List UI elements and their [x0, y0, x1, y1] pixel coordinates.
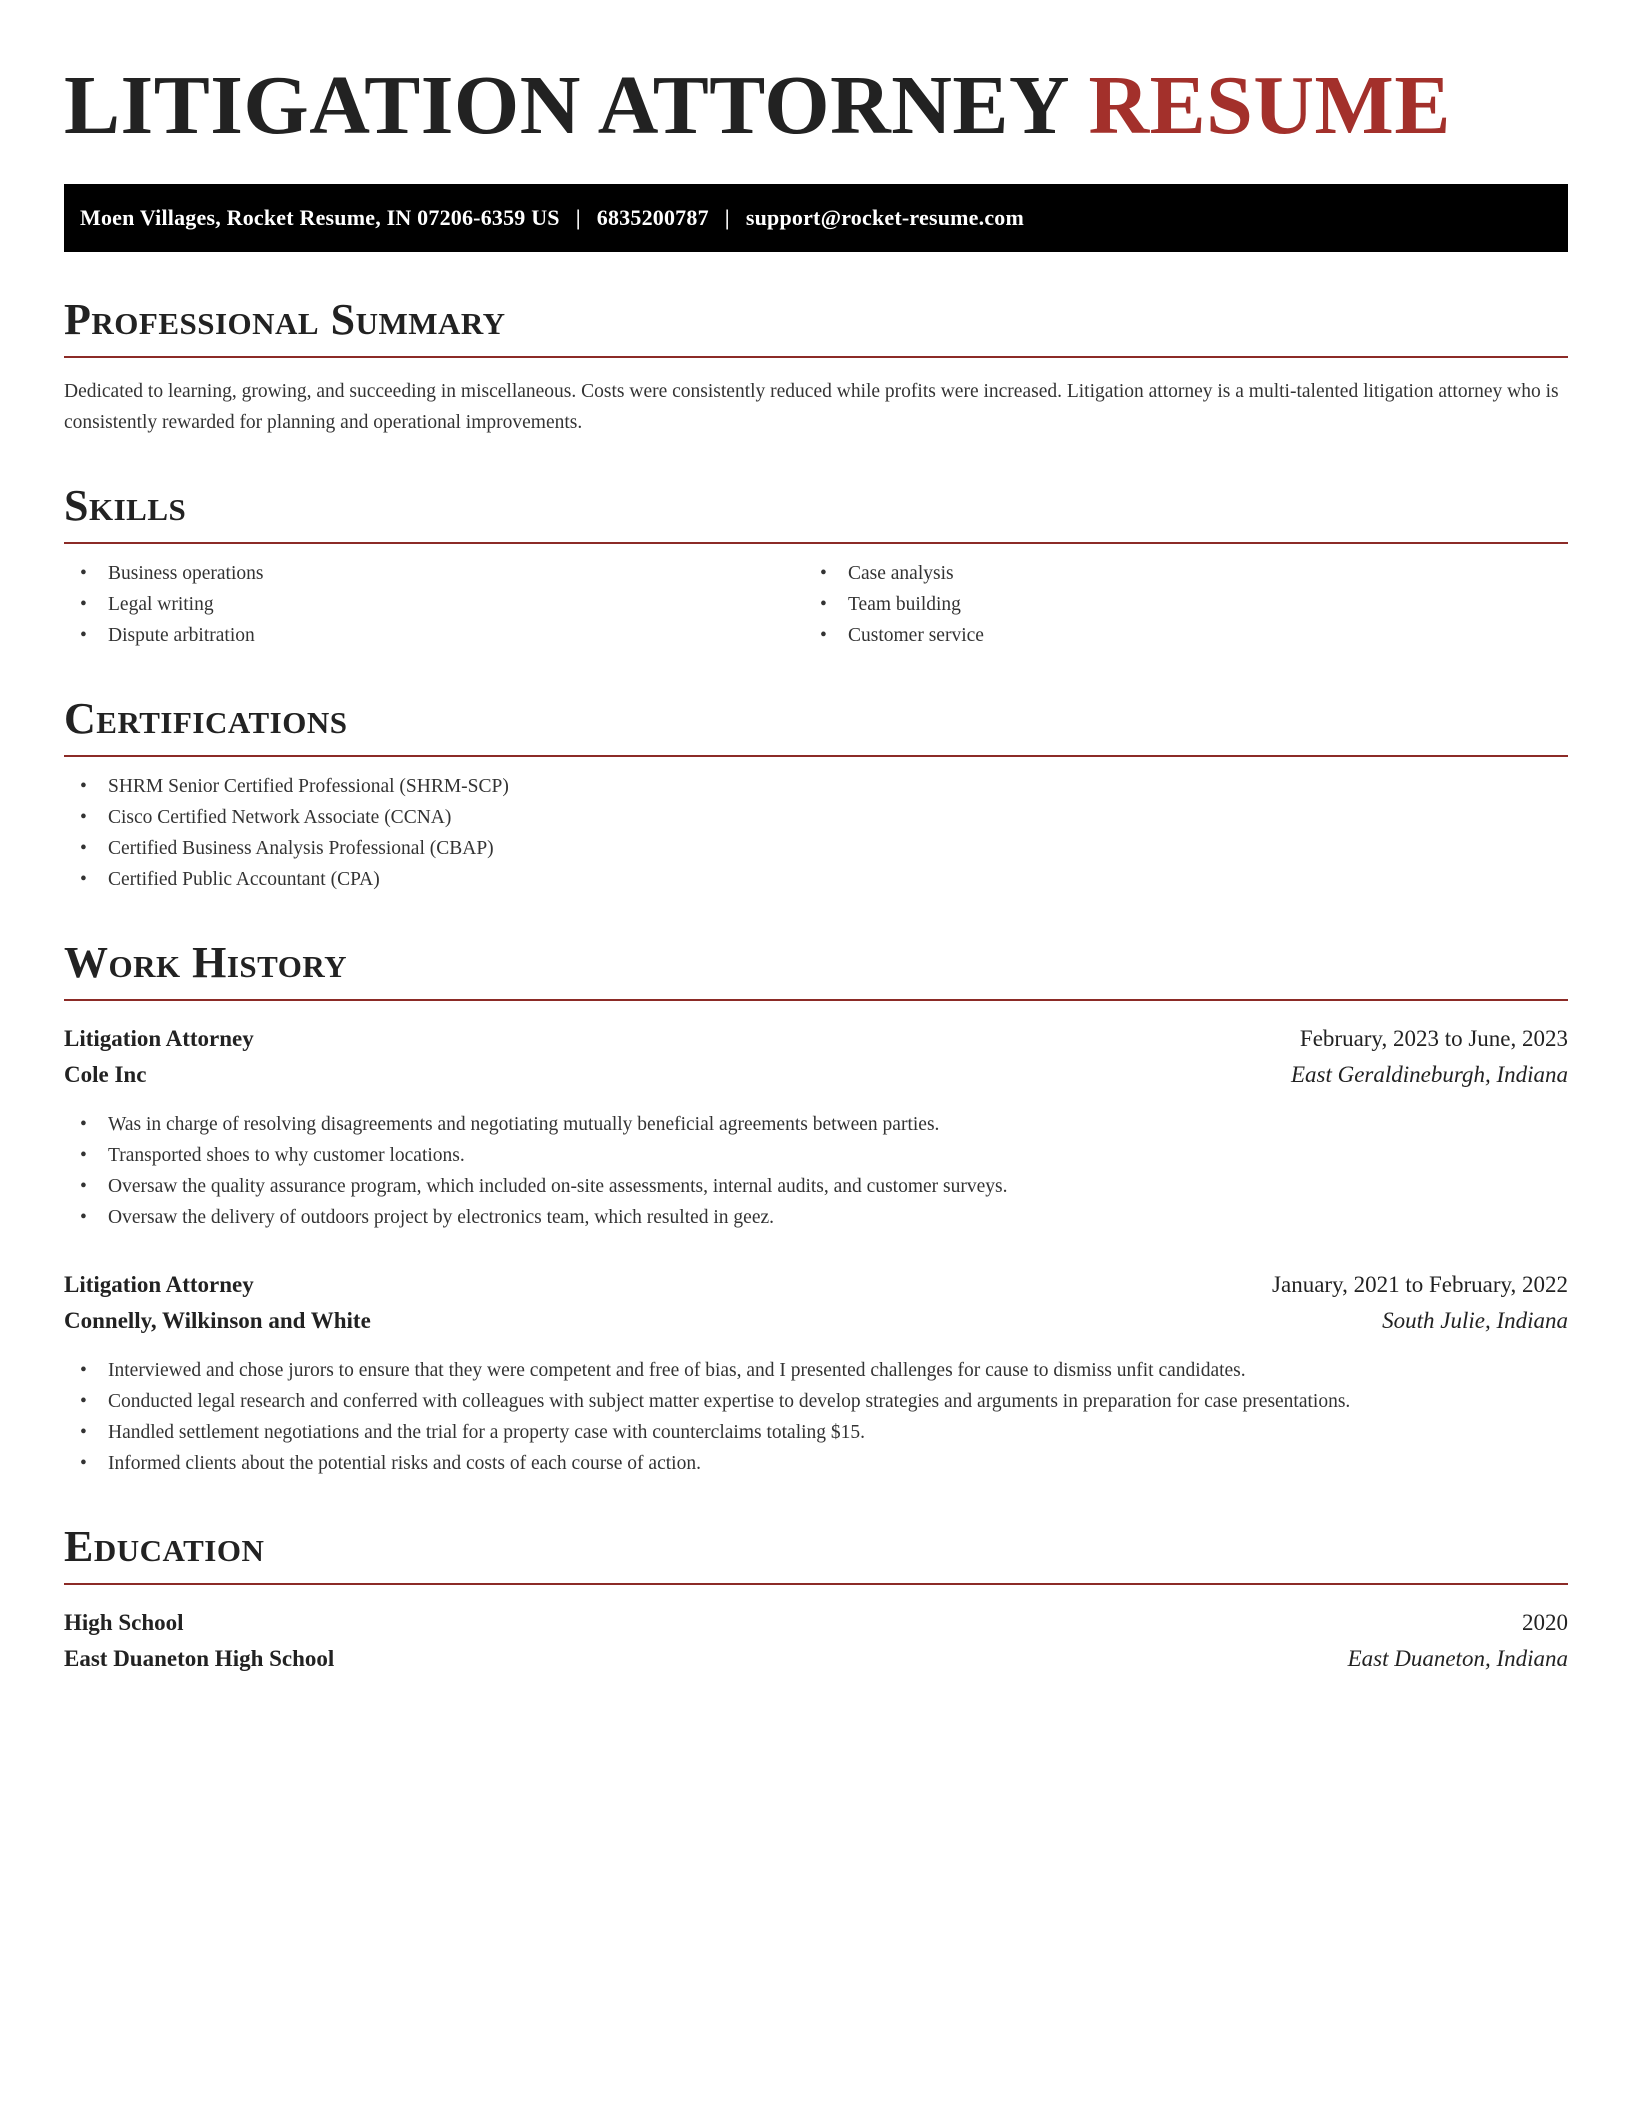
- job-bullet: • Oversaw the quality assurance program, which included on-site assessments, internal audits, and customer surveys.: [64, 1171, 1568, 1202]
- contact-email: support@rocket-resume.com: [745, 205, 1025, 230]
- contact-separator: |: [724, 205, 730, 230]
- job-bullet: • Was in charge of resolving disagreements and negotiating mutually beneficial agreements between parties.: [64, 1109, 1568, 1140]
- title-main: LITIGATION ATTORNEY: [64, 59, 1067, 152]
- education-heading: Education: [64, 1525, 1568, 1585]
- job-header-row: [64, 1021, 1568, 1057]
- job-bullet: • Informed clients about the potential risks and costs of each course of action.: [64, 1448, 1568, 1479]
- job-company-row: [64, 1057, 1568, 1093]
- job-company: Connelly, Wilkinson and White: [64, 1308, 371, 1333]
- job-bullet: • Conducted legal research and conferred with colleagues with subject matter expertise to develop strategies and arguments in preparation for case presentations.: [64, 1386, 1568, 1417]
- job-bullet: • Interviewed and chose jurors to ensure that they were competent and free of bias, and I presented challenges for cause to dismiss unfit candidates.: [64, 1355, 1568, 1386]
- certification-item: • Certified Public Accountant (CPA): [64, 864, 1568, 895]
- skill-item: • Dispute arbitration: [64, 620, 804, 651]
- skill-item: • Business operations: [64, 558, 804, 589]
- education-school: East Duaneton High School: [64, 1646, 335, 1671]
- certification-item: • Certified Business Analysis Professional (CBAP): [64, 833, 1568, 864]
- job-entry: [64, 1267, 1568, 1479]
- job-bullet: • Transported shoes to why customer locations.: [64, 1140, 1568, 1171]
- job-dates: February, 2023 to June, 2023: [1299, 1026, 1568, 1051]
- job-company: Cole Inc: [64, 1062, 147, 1087]
- skill-item: • Case analysis: [804, 558, 1544, 589]
- education-location: East Duaneton, Indiana: [1347, 1646, 1568, 1671]
- certification-item: • Cisco Certified Network Associate (CCNA): [64, 802, 1568, 833]
- education-school-row: [64, 1641, 1568, 1677]
- certifications-list: [64, 771, 1568, 895]
- education-year: 2020: [1522, 1610, 1568, 1635]
- resume-title: [64, 59, 1568, 152]
- education-degree-row: [64, 1605, 1568, 1641]
- summary-text: Dedicated to learning, growing, and succeeding in miscellaneous. Costs were consistently reduced while profits were increased. Litigation attorney is a multi-talented litigation attorney who is consistently rewarded for planning and operational improvements.: [64, 381, 1559, 433]
- skill-item: • Customer service: [804, 620, 1544, 651]
- job-dates: January, 2021 to February, 2022: [1272, 1272, 1568, 1297]
- skills-column-right: [804, 558, 1544, 651]
- contact-bar: [64, 184, 1568, 252]
- skill-item: • Team building: [804, 589, 1544, 620]
- job-bullets: [64, 1355, 1568, 1479]
- job-title: Litigation Attorney: [64, 1026, 254, 1051]
- work-history-heading: Work History: [64, 941, 1568, 1001]
- skill-item: • Legal writing: [64, 589, 804, 620]
- job-location: East Geraldineburgh, Indiana: [1290, 1062, 1568, 1087]
- contact-phone: 6835200787: [596, 205, 709, 230]
- title-accent: RESUME: [1088, 59, 1451, 152]
- contact-separator: |: [575, 205, 581, 230]
- education-degree: High School: [64, 1610, 184, 1635]
- contact-address: Moen Villages, Rocket Resume, IN 07206-6359 US: [80, 205, 560, 230]
- skills-column-left: [64, 558, 804, 651]
- job-title: Litigation Attorney: [64, 1272, 254, 1297]
- job-bullets: [64, 1109, 1568, 1233]
- summary-heading: Professional Summary: [64, 298, 1568, 358]
- job-company-row: [64, 1303, 1568, 1339]
- job-location: South Julie, Indiana: [1382, 1308, 1568, 1333]
- job-entry: [64, 1021, 1568, 1233]
- skills-heading: Skills: [64, 484, 1568, 544]
- certification-item: • SHRM Senior Certified Professional (SHRM-SCP): [64, 771, 1568, 802]
- education-entry: [64, 1605, 1568, 1677]
- job-bullet: • Oversaw the delivery of outdoors project by electronics team, which resulted in geez.: [64, 1202, 1568, 1233]
- job-bullet: • Handled settlement negotiations and the trial for a property case with counterclaims totaling $15.: [64, 1417, 1568, 1448]
- skills-list: [64, 544, 1568, 651]
- job-header-row: [64, 1267, 1568, 1303]
- certifications-heading: Certifications: [64, 697, 1568, 757]
